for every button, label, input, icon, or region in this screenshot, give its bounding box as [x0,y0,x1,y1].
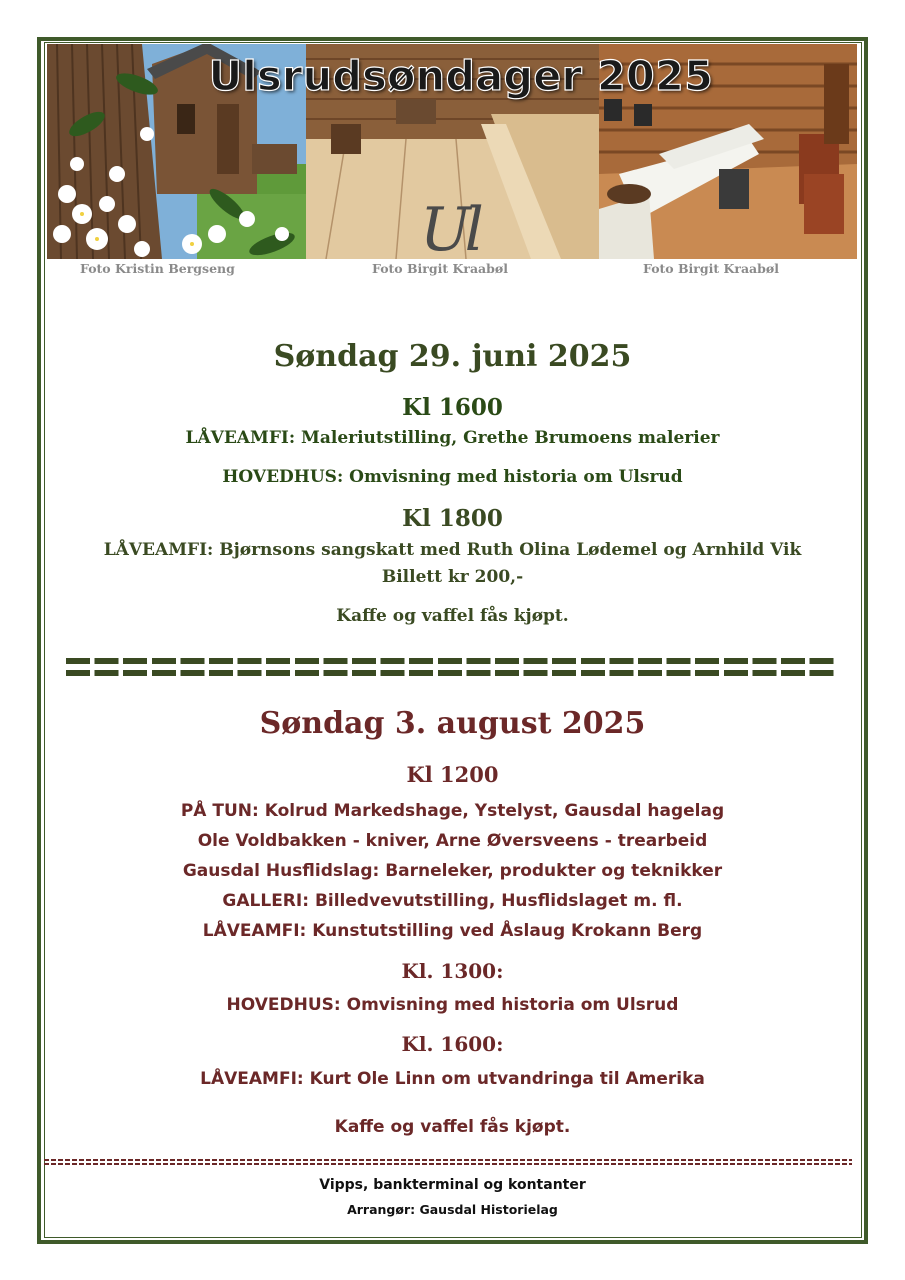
event2-item5: LÅVEAMFI: Kunstutstilling ved Åslaug Krokann Berg [202,921,703,941]
event2-time3: Kl. 1600: [401,1032,504,1056]
event1-item3: LÅVEAMFI: Bjørnsons sangskatt med Ruth Olina Lødemel og Arnhild Vik [103,540,802,560]
photo-credit-1: Foto Kristin Bergseng [80,261,235,276]
event2-item3: Gausdal Husflidslag: Barneleker, produkter og teknikker [182,861,723,881]
photo-credit-2: Foto Birgit Kraabøl [372,261,508,276]
event2-coffee: Kaffe og vaffel fås kjøpt. [334,1117,571,1137]
event1-time1: Kl 1600 [402,394,503,421]
event2-item7: LÅVEAMFI: Kurt Ole Linn om utvandringa til Amerika [200,1069,705,1089]
event2-time1: Kl 1200 [406,762,499,787]
event1-heading: Søndag 29. juni 2025 [273,339,632,374]
ulsrud-logo: Ul [420,195,478,265]
footer-divider [44,1158,852,1166]
event2-item4: GALLERI: Billedvevutstilling, Husflidslaget m. fl. [222,891,683,911]
event1-ticket: Billett kr 200,- [381,567,524,587]
photo-credit-3: Foto Birgit Kraabøl [643,261,779,276]
section-divider [66,650,838,682]
event1-coffee: Kaffe og vaffel fås kjøpt. [336,606,569,626]
footer-payment: Vipps, bankterminal og kontanter [319,1177,586,1193]
event1-item1: LÅVEAMFI: Maleriutstilling, Grethe Brumoens malerier [185,428,720,448]
event1-time2: Kl 1800 [402,505,503,532]
event2-heading: Søndag 3. august 2025 [259,706,646,741]
event2-time2: Kl. 1300: [401,959,504,983]
event2-item2: Ole Voldbakken - kniver, Arne Øversveens - trearbeid [197,831,708,851]
event2-item6: HOVEDHUS: Omvisning med historia om Ulsrud [226,995,679,1015]
footer-organizer: Arrangør: Gausdal Historielag [347,1202,558,1217]
event1-item2: HOVEDHUS: Omvisning med historia om Ulsrud [222,467,683,487]
banner-title: Ulsrudsøndager 2025 [208,52,714,100]
event2-item1: PÅ TUN: Kolrud Markedshage, Ystelyst, Gausdal hagelag [180,801,725,821]
